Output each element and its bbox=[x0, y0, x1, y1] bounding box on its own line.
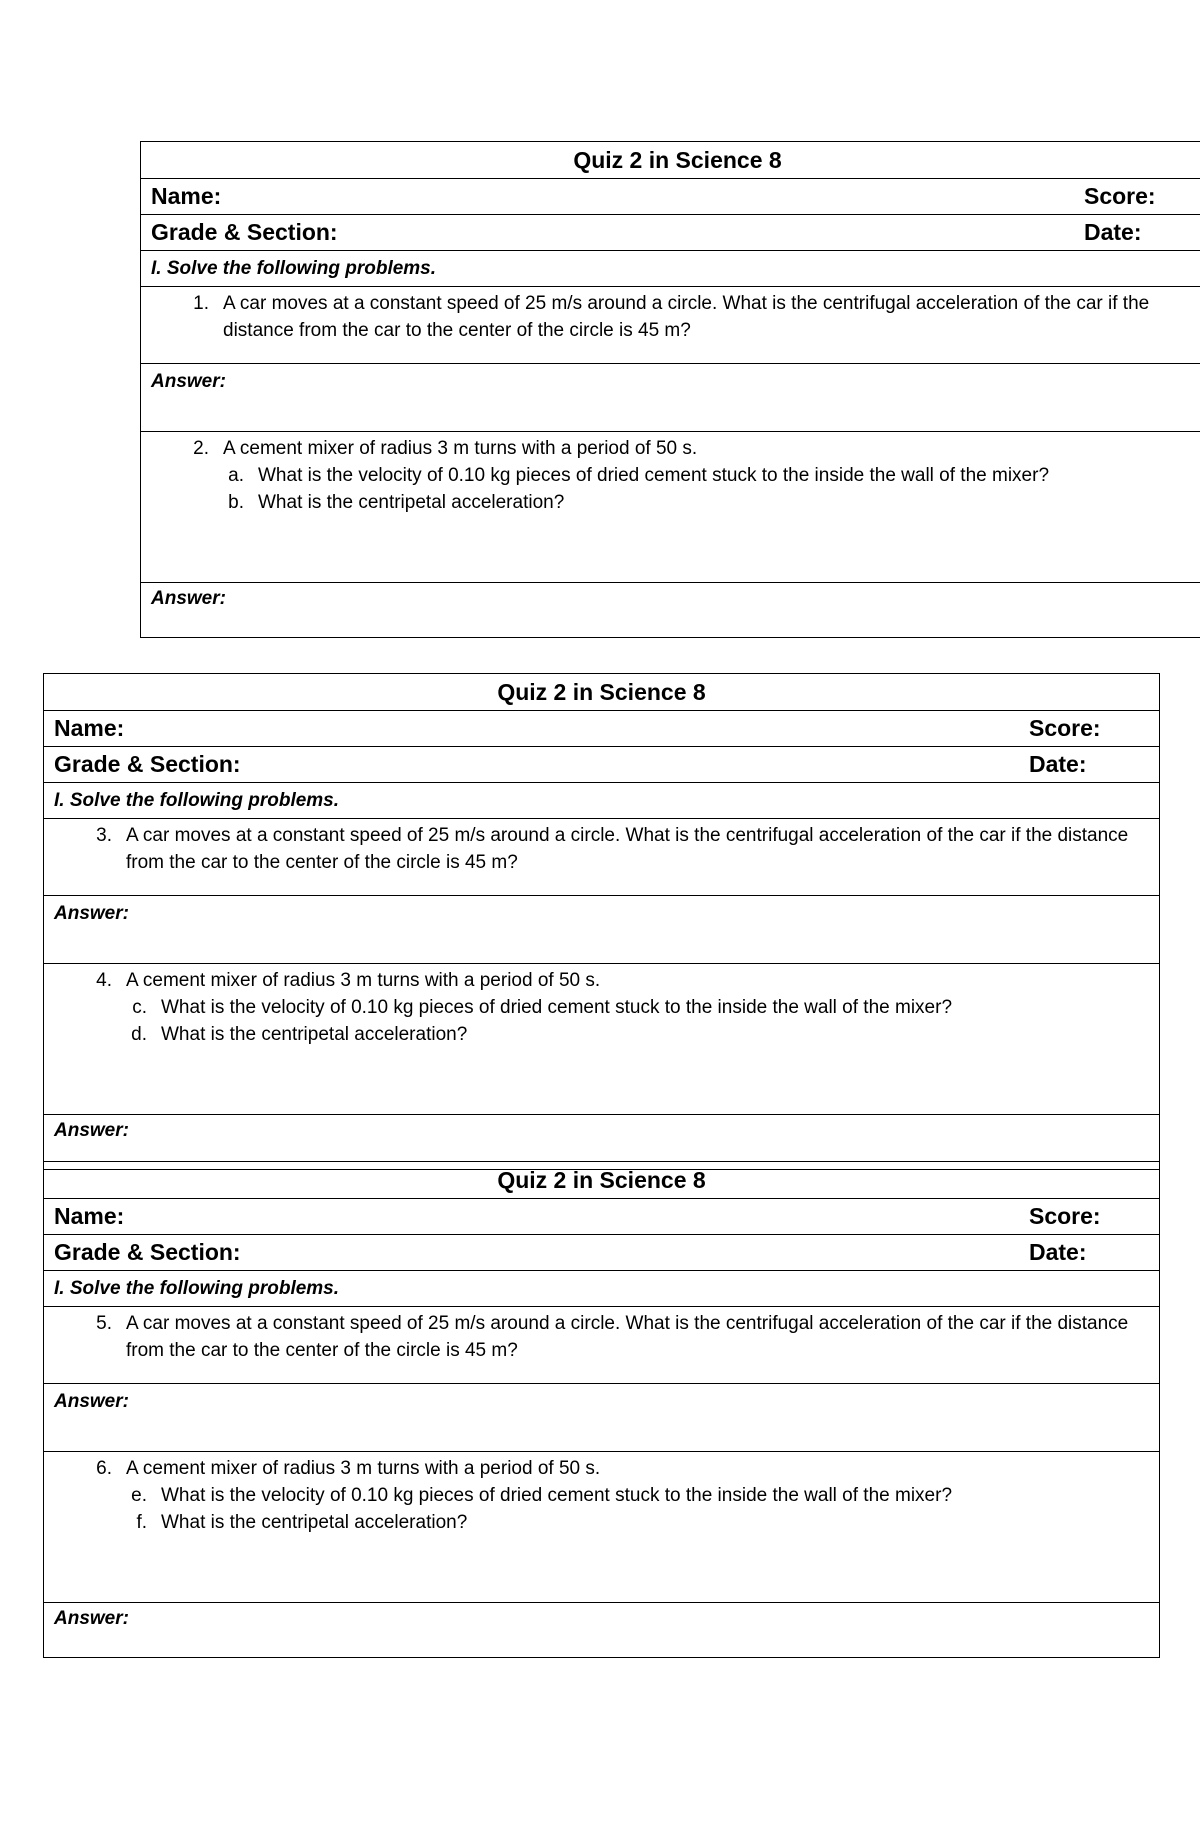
quiz-table bbox=[43, 673, 1160, 1170]
question-2 bbox=[141, 432, 1200, 583]
grade-section-label: Grade & Section: bbox=[151, 219, 338, 245]
answer-field[interactable] bbox=[44, 1603, 1160, 1658]
answer-label: Answer: bbox=[54, 1120, 129, 1141]
subquestion-letter: b. bbox=[228, 492, 244, 513]
date-label: Date: bbox=[1084, 219, 1142, 245]
question-text: A cement mixer of radius 3 m turns with a period of 50 s. bbox=[126, 1458, 601, 1479]
subquestion-text: What is the velocity of 0.10 kg pieces of dried cement stuck to the inside the wall of the mixer? bbox=[161, 1485, 953, 1506]
subquestion-letter: d. bbox=[131, 1024, 147, 1045]
question-text: A cement mixer of radius 3 m turns with a period of 50 s. bbox=[223, 438, 698, 459]
subquestion-letter: a. bbox=[228, 465, 244, 486]
question-number: 5. bbox=[96, 1313, 112, 1334]
score-label: Score: bbox=[1029, 1203, 1101, 1229]
quiz-title: Quiz 2 in Science 8 bbox=[141, 142, 1200, 179]
instruction: I. Solve the following problems. bbox=[44, 1271, 1160, 1307]
question-number: 1. bbox=[193, 293, 209, 314]
instruction: I. Solve the following problems. bbox=[44, 783, 1160, 819]
grade-section-label: Grade & Section: bbox=[54, 751, 241, 777]
subquestion-text: What is the velocity of 0.10 kg pieces of dried cement stuck to the inside the wall of the mixer? bbox=[161, 997, 953, 1018]
subquestion-letter: e. bbox=[131, 1485, 147, 1506]
quiz-sheet bbox=[43, 673, 1160, 1170]
question-1 bbox=[141, 287, 1200, 364]
question-number: 4. bbox=[96, 970, 112, 991]
answer-field[interactable] bbox=[44, 896, 1160, 964]
answer-field[interactable] bbox=[141, 364, 1200, 432]
question-text: A car moves at a constant speed of 25 m/s around a circle. What is the centrifugal acceleration of the car if the distance from the car to the center of the circle is 45 m? bbox=[126, 1313, 1129, 1361]
subquestion-text: What is the velocity of 0.10 kg pieces of dried cement stuck to the inside the wall of the mixer? bbox=[258, 465, 1050, 486]
answer-label: Answer: bbox=[54, 903, 129, 924]
question-text: A car moves at a constant speed of 25 m/s around a circle. What is the centrifugal acceleration of the car if the distance from the car to the center of the circle is 45 m? bbox=[126, 825, 1129, 873]
question-text: A cement mixer of radius 3 m turns with a period of 50 s. bbox=[126, 970, 601, 991]
date-label: Date: bbox=[1029, 751, 1087, 777]
quiz-title: Quiz 2 in Science 8 bbox=[44, 1162, 1160, 1199]
question-1 bbox=[44, 1307, 1160, 1384]
subquestion-text: What is the centripetal acceleration? bbox=[161, 1512, 468, 1533]
name-label: Name: bbox=[151, 183, 222, 209]
score-label: Score: bbox=[1029, 715, 1101, 741]
answer-label: Answer: bbox=[54, 1391, 129, 1412]
quiz-table bbox=[140, 141, 1200, 638]
answer-label: Answer: bbox=[54, 1608, 129, 1629]
answer-field[interactable] bbox=[141, 583, 1200, 638]
date-label: Date: bbox=[1029, 1239, 1087, 1265]
quiz-sheet bbox=[43, 1161, 1160, 1658]
quiz-title: Quiz 2 in Science 8 bbox=[44, 674, 1160, 711]
subquestion-letter: c. bbox=[132, 997, 147, 1018]
name-label: Name: bbox=[54, 1203, 125, 1229]
question-2 bbox=[44, 1452, 1160, 1603]
quiz-table bbox=[43, 1161, 1160, 1658]
question-number: 3. bbox=[96, 825, 112, 846]
answer-field[interactable] bbox=[44, 1384, 1160, 1452]
question-number: 2. bbox=[193, 438, 209, 459]
quiz-sheet bbox=[140, 141, 1200, 638]
answer-label: Answer: bbox=[151, 588, 226, 609]
question-2 bbox=[44, 964, 1160, 1115]
question-number: 6. bbox=[96, 1458, 112, 1479]
question-text: A car moves at a constant speed of 25 m/s around a circle. What is the centrifugal acceleration of the car if the distance from the car to the center of the circle is 45 m? bbox=[223, 293, 1150, 341]
instruction: I. Solve the following problems. bbox=[141, 251, 1200, 287]
answer-label: Answer: bbox=[151, 371, 226, 392]
question-1 bbox=[44, 819, 1160, 896]
subquestion-text: What is the centripetal acceleration? bbox=[161, 1024, 468, 1045]
subquestion-letter: f. bbox=[136, 1512, 147, 1533]
name-label: Name: bbox=[54, 715, 125, 741]
score-label: Score: bbox=[1084, 183, 1156, 209]
subquestion-text: What is the centripetal acceleration? bbox=[258, 492, 565, 513]
grade-section-label: Grade & Section: bbox=[54, 1239, 241, 1265]
